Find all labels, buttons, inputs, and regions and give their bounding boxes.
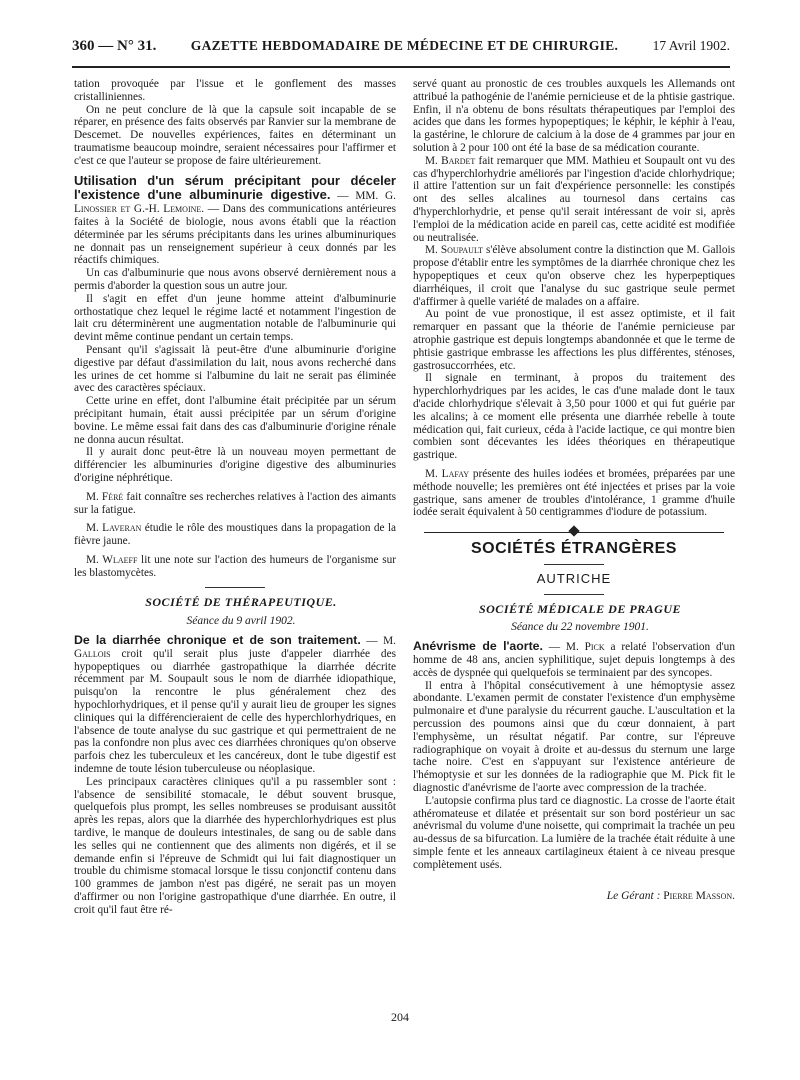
ornamental-divider bbox=[424, 527, 724, 537]
divider bbox=[205, 587, 265, 588]
paragraph: servé quant au pronostic de ces troubles auxquels les Allemands ont attribué la pathogénie de l'anémie pernicieuse et de la phtisie gastrique. Enfin, il n'a obtenu de bons résultats thérapeutiques par l'emploi des acides que dans les formes hypopeptiques; le képhir, le képhir à l'eau, la gastérine, le chlorure de calcium à la dose de 4 grammes par jour en solution à 2 pour 100 ont été la base de sa médication courante. bbox=[413, 78, 735, 154]
paragraph: Un cas d'albuminurie que nous avons observé dernièrement nous a permis d'aborder la question sous un autre jour. bbox=[74, 267, 396, 292]
page-number: 204 bbox=[391, 1010, 409, 1024]
paragraph: On ne peut conclure de là que la capsule soit incapable de se réparer, en présence des faits observés par Ranvier sur la membrane de Descemet. De nouvelles expériences, faites en déterminant un traumatisme beaucoup moindre, seraient nécessaires pour l'affirmer et c'est ce que l'auteur se propose de faire ultérieurement. bbox=[74, 103, 396, 167]
communication-fere: M. Féré fait connaître ses recherches relatives à l'action des aimants sur la fatigue. bbox=[74, 490, 396, 516]
communication-lafay: M. Lafay présente des huiles iodées et bromées, préparées par une méthode nouvelle; les premières ont été injectées et prises par la voie gastrique, sans amener de troubles d'intolérance, 1 gramme d'huile iodée serait équivalent à 50 centigrammes d'iodure de potassium. bbox=[413, 467, 735, 519]
section-heading: Anévrisme de l'aorte. bbox=[413, 639, 543, 654]
society-title: SOCIÉTÉ DE THÉRAPEUTIQUE. bbox=[145, 595, 337, 610]
paragraph: L'autopsie confirma plus tard ce diagnostic. La crosse de l'aorte était athéromateuse et dilatée et présentait sur son bord postérieur un sac anévrismal du volume d'une noisette, qui comprimait la trachée un peu au-dessus de sa bifurcation. La lumière de la trachée était réduite à une simple fente et les anneaux cartilagineux étaient à ce niveau presque complètement usés. bbox=[413, 794, 735, 871]
running-header bbox=[72, 38, 730, 68]
page-reference: 360 — N° 31. bbox=[72, 38, 157, 54]
paragraph: Les principaux caractères cliniques qu'il a pu rassembler sont : l'absence de sensibilité stomacale, le début souvent brusque, quelquefois plus prompt, les selles nombreuses se produisant aussitôt après les repas, alors que la diarrhée des hyperchlorhydriques est plus tardive, le manque de douleurs intestinales, de sang ou de sable dans les selles qui ne contiennent que des aliments non digérés, et il se demande enfin si l'épreuve de Schmidt qui lui fait diagnostiquer un trouble du chimisme stomacal lorsque le tissu conjonctif contenu dans 100 grammes de jambon n'est pas digéré, ne serait pas un moyen d'affirmer ou non l'origine gastropathique d'une diarrhée. En outre, il croit qu'il faut être ré- bbox=[74, 775, 396, 916]
section-anevrisme-aorte: Anévrisme de l'aorte. — M. Pick a relaté l'observation d'un homme de 48 ans, ancien syphilitique, sujet depuis longtemps à des accès de dyspnée qui quelquefois se terminaient par des syncopes. bbox=[413, 639, 735, 679]
issue-date: 17 Avril 1902. bbox=[652, 38, 730, 53]
communication-wlaeff: M. Wlaeff lit une note sur l'action des humeurs de l'organisme sur les blastomycètes. bbox=[74, 553, 396, 579]
section-utilisation-serum: Utilisation d'un sérum précipitant pour déceler l'existence d'une albuminurie digestive. — MM. G. Linossier et G.-H. Lemoine. — Dans des communications antérieures faites à la Société de biologie, nous avons établi que la réaction déterminée par les sérums précipitants dans les urines albuminuriques ne donnait pas un renseignement supérieur à ceux donnés par les réactifs chimiques. bbox=[74, 172, 396, 267]
paragraph: Il signale en terminant, à propos du traitement des hyperchlorhydriques par les acides, le cas d'une malade dont le taux d'acide chlorhydrique s'élevait à 3,50 pour 1000 et qui fut guérie par les alcalins; à ce moment elle présenta une diarrhée rebelle à toute médication qui, fait curieux, céda à l'acide lactique, ce qui montre bien combien sont décevantes les idées théoriques en thérapeutique gastrique. bbox=[413, 372, 735, 462]
left-column bbox=[74, 78, 396, 917]
section-diarrhee-chronique: De la diarrhée chronique et de son traitement. — M. Gallois croit qu'il serait plus juste d'appeler diarrhée des hypopeptiques ou diarrhée gastropathique la diarrhée décrite récemment par M. Soupault sous le nom de diarrhée idiopathique, puisqu'on la rencontre le plus généralement chez des hypochlorhydriques, et il pense qu'il y aurait lieu de grouper les signes cliniques qui la différencieraient de celle des hyperchlorhydriques, en l'absence de toute analyse du suc gastrique et qui permettraient de ne pas la confondre non plus avec ces diarrhées chroniques qu'on observe parfois chez les tuberculeux et les cancéreux, dont le tube digestif est indemne de toute lésion tuberculeuse ou néoplasique. bbox=[74, 633, 396, 776]
divider bbox=[544, 564, 604, 565]
communication-soupault: M. Soupault s'élève absolument contre la distinction que M. Gallois propose d'établir entre les symptômes de la diarrhée chronique chez les hypopeptiques et ceux qu'on observe chez les hyperpeptiques diarrhéiques, il croit que l'analyse du suc gastrique seule permet d'affirmer à quelle variété de malades on a affaire. bbox=[413, 244, 736, 308]
paragraph: Il y aurait donc peut-être là un nouveau moyen permettant de différencier les albuminuries d'origine digestive des albuminuries d'origine néphrétique. bbox=[74, 446, 396, 484]
paragraph: Il entra à l'hôpital consécutivement à une hémoptysie assez abondante. L'examen permit de constater l'existence d'un emphysème pulmonaire et d'une paralysie du récurrent gauche. L'auscultation et la percussion des poumons ainsi que du cœur donnaient, à part l'emphysème, un résultat négatif. Par contre, sur l'épreuve radiographique on voyait à droite et au-dessus du sternum une large tache noire. C'est en s'appuyant sur l'existence antérieure de l'hémoptysie et sur les données de la radiographie que M. Pick fit le diagnostic d'anévrisme de l'aorte avec compression de la trachée. bbox=[413, 679, 735, 795]
society-title: SOCIÉTÉ MÉDICALE DE PRAGUE bbox=[478, 601, 682, 616]
paragraph: Cette urine en effet, dont l'albumine était précipitée par un sérum précipitant humain, était aussi précipitée par un sérum d'origine bovine. Le même essai fait dans des cas d'albuminurie d'origine rénale ne donna aucun résultat. bbox=[74, 395, 396, 446]
journal-title: GAZETTE HEBDOMADAIRE DE MÉDECINE ET DE CHIRURGIE. bbox=[190, 38, 619, 53]
authors: MM. G. Linossier et G.-H. Lemoine. bbox=[74, 190, 396, 216]
seance-date: Séance du 9 avril 1902. bbox=[186, 615, 296, 628]
publisher-signature: Le Gérant : Pierre Masson. bbox=[606, 889, 735, 902]
paragraph: Pensant qu'il s'agissait là peut-être d'une albuminurie d'origine digestive par défaut d'assimilation du lait, nous avons recherché dans les urines de cet homme si l'albumine du lait ne serait pas éliminée avec des caractères spéciaux. bbox=[74, 343, 396, 395]
divider bbox=[544, 594, 604, 595]
paragraph: tation provoquée par l'issue et le gonflement des masses cristalliniennes. bbox=[74, 78, 396, 103]
section-heading: Utilisation d'un sérum précipitant pour déceler l'existence d'une albuminurie digestive. bbox=[74, 172, 396, 203]
communication-laveran: M. Laveran étudie le rôle des moustiques dans la propagation de la fièvre jaune. bbox=[74, 522, 396, 548]
paragraph: Il s'agit en effet d'un jeune homme atteint d'albuminurie orthostatique chez lequel le régime lacté et notamment l'ingestion de lait cru déterminèrent une augmentation notable de l'albuminurie qui devint même continue pendant un certain temps. bbox=[74, 292, 396, 344]
communication-bardet: M. Bardet fait remarquer que MM. Mathieu et Soupault ont vu des cas d'hyperchlorhydrie améliorés par l'ingestion d'acide chlorhydrique; il attire l'attention sur un fait d'expérience personnelle: les constipés ont des selles alcalines au tournesol dans certains cas d'hyperchlorhydrie, et pense qu'il serait intéressant de voir si, après l'emploi de la médication acide en pareil cas, cette acidité est modifiée ou neutralisée. bbox=[413, 154, 735, 244]
seance-date: Séance du 22 novembre 1901. bbox=[511, 621, 649, 634]
right-column bbox=[413, 78, 735, 902]
foreign-societies-heading: SOCIÉTÉS ÉTRANGÈRES bbox=[471, 540, 677, 558]
country-heading: AUTRICHE bbox=[536, 570, 612, 586]
paragraph: Au point de vue pronostique, il est assez optimiste, et il fait remarquer en passant que la théorie de l'anémie pernicieuse par atrophie gastrique est depuis longtemps abandonnée et que le terme de phtisie gastrique embrasse les affections les plus différentes, sténoses, gastrosuccorrhées, etc. bbox=[413, 308, 735, 372]
section-heading: De la diarrhée chronique et de son traitement. bbox=[74, 633, 361, 648]
